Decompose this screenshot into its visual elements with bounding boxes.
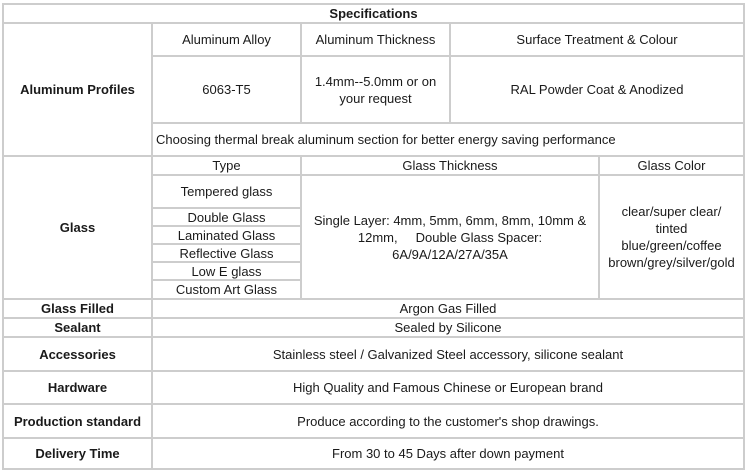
glass-thickness-value bbox=[300, 174, 600, 300]
row-value-delivery-time bbox=[151, 437, 745, 470]
header-text: Type bbox=[212, 158, 241, 173]
header-aluminum-alloy bbox=[151, 22, 302, 57]
row-value-accessories bbox=[151, 336, 745, 372]
glass-type-text: Reflective Glass bbox=[179, 245, 274, 261]
value-text: Argon Gas Filled bbox=[399, 301, 497, 316]
value-aluminum-thickness bbox=[300, 55, 451, 124]
value-text: Stainless steel / Galvanized Steel accessory, silicone sealant bbox=[272, 346, 624, 362]
label-text: Accessories bbox=[39, 346, 116, 362]
row-label-sealant bbox=[2, 317, 153, 338]
value-text: High Quality and Famous Chinese or European brand bbox=[292, 380, 603, 395]
value-text: 1.4mm--5.0mm or on your request bbox=[314, 73, 437, 106]
row-label-delivery-time bbox=[2, 437, 153, 470]
glass-type-text: Custom Art Glass bbox=[175, 282, 278, 297]
aluminum-note bbox=[151, 122, 745, 157]
row-value-production-standard bbox=[151, 403, 745, 439]
header-text: Glass Color bbox=[637, 158, 706, 173]
note-text: Choosing thermal break aluminum section for better energy saving performance bbox=[156, 132, 616, 147]
glass-type-text: Double Glass bbox=[187, 209, 266, 225]
glass-thickness-text: Single Layer: 4mm, 5mm, 6mm, 8mm, 10mm & 12mm, Double Glass Spacer: 6A/9A/12A/27A/35A bbox=[313, 212, 590, 262]
header-text: Aluminum Alloy bbox=[182, 32, 271, 47]
glass-type-item bbox=[151, 207, 302, 227]
value-text: From 30 to 45 Days after down payment bbox=[332, 446, 564, 461]
label-text: Sealant bbox=[54, 320, 101, 335]
row-label-production-standard bbox=[2, 403, 153, 439]
table-title bbox=[2, 3, 745, 24]
glass-type-text: Low E glass bbox=[191, 263, 262, 279]
specifications-table bbox=[2, 3, 745, 470]
glass-color-value bbox=[598, 174, 745, 300]
header-glass-thickness bbox=[300, 155, 600, 176]
value-aluminum-alloy bbox=[151, 55, 302, 124]
glass-type-item bbox=[151, 225, 302, 245]
label-text: Production standard bbox=[13, 413, 142, 429]
header-surface-treatment bbox=[449, 22, 745, 57]
table-title-text: Specifications bbox=[329, 6, 418, 21]
row-label-accessories bbox=[2, 336, 153, 372]
glass-type-text: Laminated Glass bbox=[177, 227, 276, 243]
label-text: Glass Filled bbox=[41, 301, 114, 316]
header-text: Surface Treatment & Colour bbox=[516, 32, 678, 47]
header-text: Aluminum Thickness bbox=[315, 32, 436, 47]
row-value-sealant bbox=[151, 317, 745, 338]
header-aluminum-thickness bbox=[300, 22, 451, 57]
row-label-glass-filled bbox=[2, 298, 153, 319]
value-text: Produce according to the customer's shop drawings. bbox=[297, 413, 599, 429]
label-text: Delivery Time bbox=[35, 446, 120, 461]
row-label-aluminum-profiles bbox=[2, 22, 153, 157]
glass-type-text: Tempered glass bbox=[180, 184, 273, 199]
value-surface-treatment bbox=[449, 55, 745, 124]
header-glass-color bbox=[598, 155, 745, 176]
glass-type-item bbox=[151, 174, 302, 209]
header-glass-type bbox=[151, 155, 302, 176]
label-text: Hardware bbox=[47, 380, 108, 395]
glass-type-item bbox=[151, 261, 302, 281]
row-label-hardware bbox=[2, 370, 153, 405]
label-text: Glass bbox=[59, 220, 96, 235]
glass-type-item bbox=[151, 279, 302, 300]
row-value-hardware bbox=[151, 370, 745, 405]
value-text: RAL Powder Coat & Anodized bbox=[510, 82, 684, 97]
value-text: Sealed by Silicone bbox=[394, 320, 502, 335]
row-value-glass-filled bbox=[151, 298, 745, 319]
header-text: Glass Thickness bbox=[402, 158, 498, 173]
glass-type-item bbox=[151, 243, 302, 263]
label-text: Aluminum Profiles bbox=[20, 82, 135, 97]
glass-color-text: clear/super clear/ tinted blue/green/coffee brown/grey/silver/gold bbox=[608, 204, 735, 270]
value-text: 6063-T5 bbox=[202, 82, 251, 97]
row-label-glass bbox=[2, 155, 153, 300]
